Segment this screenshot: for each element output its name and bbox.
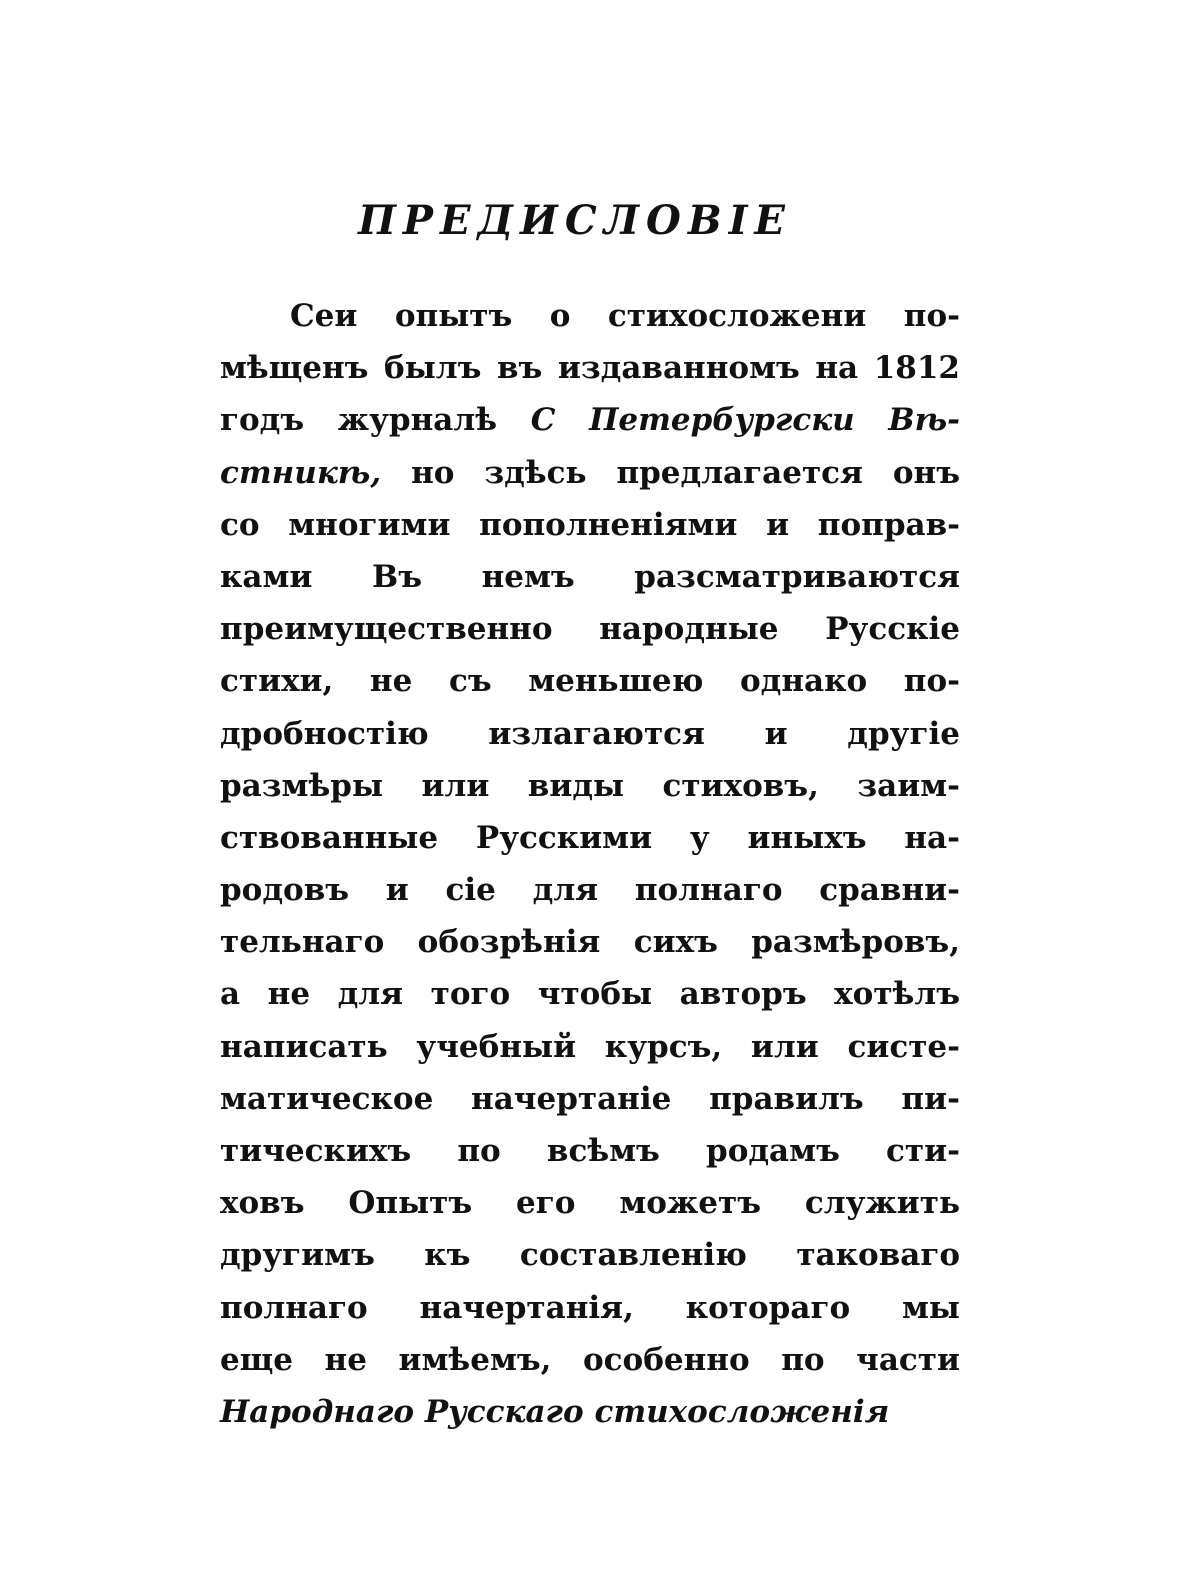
text-line: тельнаго обозрѣнія сихъ размѣровъ, — [220, 924, 960, 961]
text-line: ствованные Русскими у иныхъ на- — [220, 819, 960, 856]
text-line: родовъ и сіе для полнаго сравни- — [220, 872, 960, 909]
text-line: а не для того чтобы авторъ хотѣлъ — [220, 976, 960, 1013]
text-segment: но здѣсь предлагается онъ — [381, 454, 960, 491]
text-line — [220, 447, 960, 499]
text-line: написать учебный курсъ, или систе- — [220, 1028, 960, 1065]
text-line: дробностію излагаются и другіе — [220, 715, 960, 752]
text-line — [220, 394, 960, 446]
page-heading: ПРЕДИСЛОВІЕ — [358, 197, 792, 244]
text-line: ками Въ немъ разсматриваются — [220, 558, 960, 595]
text-line: размѣры или виды стиховъ, заим- — [220, 767, 960, 804]
preface-paragraph — [220, 290, 960, 1438]
text-line: еще не имѣемъ, особенно по части — [220, 1341, 960, 1378]
text-line: стихи, не съ меньшею однако по- — [220, 663, 960, 700]
journal-title-italic: стникѣ, — [220, 454, 382, 491]
text-line: матическое начертаніе правилъ пи- — [220, 1080, 960, 1117]
text-line: ховъ Опытъ его можетъ служить — [220, 1185, 960, 1222]
text-line: преимущественно народные Русскіе — [220, 611, 960, 648]
text-line: мѣщенъ былъ въ издаванномъ на 1812 — [220, 350, 960, 387]
journal-title-italic: С Петербургски Вѣ- — [530, 402, 960, 439]
text-line-italic: Народнаго Русскаго стихосложенія — [220, 1393, 890, 1430]
text-line: со многими пополненіями и поправ- — [220, 506, 960, 543]
text-line: полнаго начертанія, котораго мы — [220, 1289, 960, 1326]
text-line: Сеи опытъ о стихосложени по- — [290, 298, 960, 334]
text-line: другимъ къ составленію таковаго — [220, 1237, 960, 1274]
text-segment: годъ журналѣ — [220, 402, 531, 439]
text-line: тическихъ по всѣмъ родамъ сти- — [220, 1133, 960, 1169]
